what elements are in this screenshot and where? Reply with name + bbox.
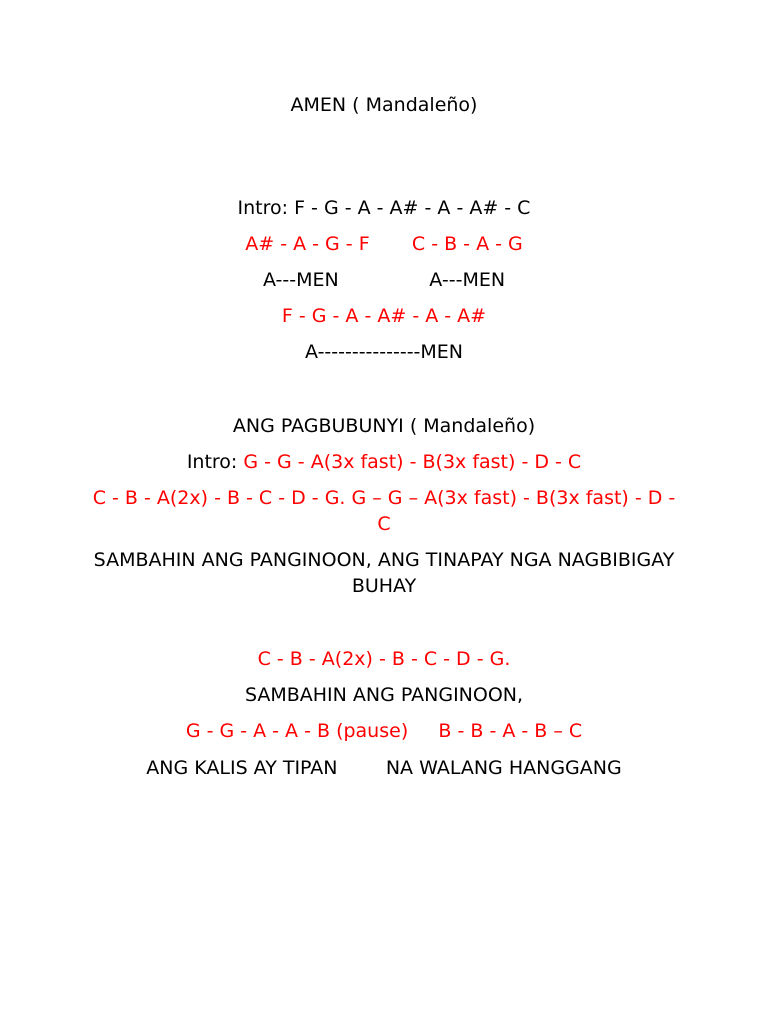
song2-intro <box>0 449 768 475</box>
song2-lyrics-1: SAMBAHIN ANG PANGINOON, ANG TINAPAY NGA NAGBIBIGAY BUHAY <box>93 549 675 597</box>
song2-lyrics-2: SAMBAHIN ANG PANGINOON, <box>244 684 524 706</box>
song2-lyrics-3: ANG KALIS AY TIPAN NA WALANG HANGGANG <box>146 757 622 779</box>
song2-chords-2: C - B - A(2x) - B - C - D - G. <box>257 648 511 670</box>
song1-chords-1: A# - A - G - F C - B - A - G <box>245 233 523 255</box>
song1-chords-2: F - G - A - A# - A - A# <box>281 305 487 327</box>
song1-intro-label: Intro: <box>237 197 295 219</box>
song2-chords-3: G - G - A - A - B (pause) B - B - A - B – C <box>185 720 583 742</box>
song2-intro-notes: G - G - A(3x fast) - B(3x fast) - D - C <box>243 451 582 473</box>
song1-title: AMEN ( Mandaleño) <box>290 94 478 116</box>
song1-lyrics-1: A---MEN A---MEN <box>262 269 506 291</box>
song1-lyrics-2: A---------------MEN <box>304 341 464 363</box>
song2-intro-label: Intro: <box>186 451 244 473</box>
song2-title: ANG PAGBUBUNYI ( Mandaleño) <box>232 415 536 437</box>
song2-chords-1: C - B - A(2x) - B - C - D - G. G – G – A(3x fast) - B(3x fast) - D - C <box>92 487 676 535</box>
song1-intro-notes: F - G - A - A# - A - A# - C <box>294 197 531 219</box>
song1-intro <box>0 195 768 221</box>
